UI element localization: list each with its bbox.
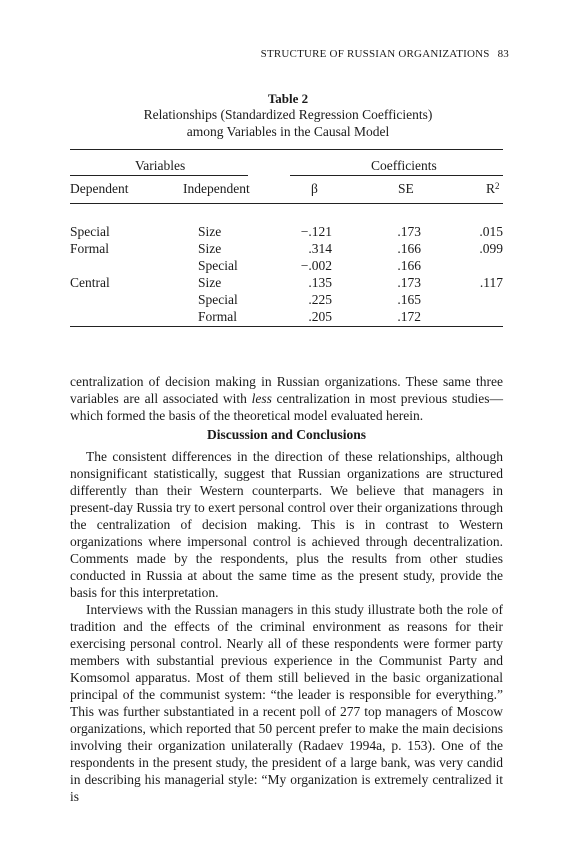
table-bottom-rule xyxy=(70,326,503,327)
cell-independent: Size xyxy=(198,224,222,239)
cell-r2: .117 xyxy=(479,275,503,290)
emphasis-less: less xyxy=(251,391,272,406)
cell-se: .173 xyxy=(397,275,421,290)
variables-spanner-rule xyxy=(70,175,248,176)
section-heading: Discussion and Conclusions xyxy=(206,427,367,442)
table-label: Table 2 xyxy=(267,91,309,106)
cell-independent: Special xyxy=(198,258,238,273)
paragraph-2: The consistent differences in the direction of these relationships, although nonsignificant statistically, suggest that Russian organizations are structured differently than their Western counterparts. We believe that managers in present-day Russia try to exert personal control over their organizations through the centralization of decision making. This is in contrast to Western organizations where impersonal control is achieved through decentralization. Comments made by the respondents, plus the results from other studies conducted in Russia at about the same time as the present study, provide the basis for this interpretation. xyxy=(70,449,503,600)
paragraph-1: centralization of decision making in Russian organizations. These same three variables are all associated with less centralization in most previous studies—which formed the basis of the theoretical model evaluated herein. xyxy=(70,374,503,423)
col-header-dependent: Dependent xyxy=(70,181,129,196)
cell-r2: .099 xyxy=(479,241,503,256)
cell-beta: .135 xyxy=(308,275,332,290)
table-top-rule xyxy=(70,149,503,150)
cell-beta: −.002 xyxy=(300,258,332,273)
cell-r2: .015 xyxy=(479,224,503,239)
cell-independent: Size xyxy=(198,275,222,290)
col-header-se: SE xyxy=(398,181,414,196)
paragraph-3: Interviews with the Russian managers in this study illustrate both the role of tradition and the effects of the criminal environment as reasons for their exercising personal control. Nearly all of these respondents were former party members with substantial previous experience in the Communist Party and Komsomol apparatus. Most of them still believed in the basic organizational principal of the communist system: “the leader is responsible for everything.” This was further substantiated in a recent poll of 277 top managers of Moscow organizations, which reported that 50 percent prefer to make the main decisions involving their organization unilaterally (Radaev 1994a, p. 153). One of the respondents in the present study, the president of a large bank, was very candid in describing his managerial style: “My organization is extremely centralized it is xyxy=(70,602,503,804)
cell-se: .165 xyxy=(397,292,421,307)
running-head-title: STRUCTURE OF RUSSIAN ORGANIZATIONS xyxy=(260,48,490,60)
table-title-line-1: Relationships (Standardized Regression Coefficients) xyxy=(143,107,433,122)
cell-independent: Formal xyxy=(198,309,237,324)
cell-dependent: Formal xyxy=(70,241,109,256)
col-header-beta: β xyxy=(311,181,318,196)
col-header-r2: $R^2$ xyxy=(486,181,500,196)
coefficients-spanner-rule xyxy=(290,175,503,176)
cell-dependent: Special xyxy=(70,224,110,239)
cell-beta: .314 xyxy=(308,241,332,256)
cell-se: .173 xyxy=(397,224,421,239)
table-caption xyxy=(0,91,576,140)
cell-beta: .225 xyxy=(308,292,332,307)
cell-dependent: Central xyxy=(70,275,110,290)
cell-beta: −.121 xyxy=(300,224,332,239)
table-header-rule xyxy=(70,203,503,204)
running-head xyxy=(0,48,509,60)
table-title-line-2: among Variables in the Causal Model xyxy=(186,124,390,139)
page-number: 83 xyxy=(497,48,509,60)
cell-se: .166 xyxy=(397,258,421,273)
cell-independent: Size xyxy=(198,241,222,256)
cell-beta: .205 xyxy=(308,309,332,324)
cell-independent: Special xyxy=(198,292,238,307)
cell-se: .172 xyxy=(397,309,421,324)
col-header-independent: Independent xyxy=(183,181,250,196)
body-text xyxy=(70,373,503,805)
cell-se: .166 xyxy=(397,241,421,256)
group-header-variables: Variables xyxy=(135,158,186,173)
group-header-coefficients: Coefficients xyxy=(371,158,437,173)
